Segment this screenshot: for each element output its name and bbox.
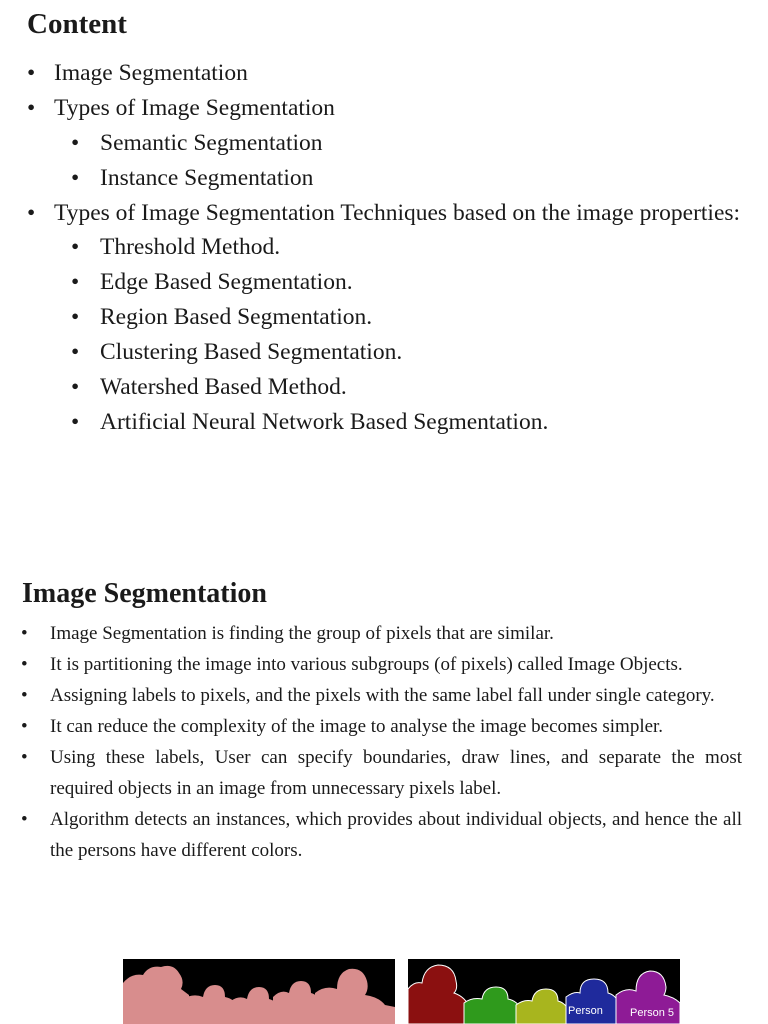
bullet-instances: • Algorithm detects an instances, which provides about individual objects, and hence the all the persons have different colors. (0, 804, 768, 866)
image-segmentation-list (0, 618, 768, 866)
instance-person-4 (566, 979, 620, 1024)
content-subitem-clustering: • Clustering Based Segmentation. (0, 335, 768, 370)
semantic-segmentation-image (123, 959, 395, 1024)
content-subitem-region: • Region Based Segmentation. (0, 300, 768, 335)
content-subitem-watershed: • Watershed Based Method. (0, 370, 768, 405)
instance-person-3 (516, 989, 570, 1024)
bullet-definition: • Image Segmentation is finding the group of pixels that are similar. (0, 618, 768, 649)
instance-label-person-5: Person 5 (630, 1007, 675, 1019)
bullet-boundaries: • Using these labels, User can specify boundaries, draw lines, and separate the most required objects in an image from unnecessary pixels label. (0, 742, 768, 804)
content-list (0, 56, 768, 440)
content-subitem-ann: • Artificial Neural Network Based Segmentation. (0, 405, 768, 440)
instance-segmentation-image (408, 959, 680, 1024)
content-subitem-threshold: • Threshold Method. (0, 230, 768, 265)
semantic-person-shapes (123, 966, 395, 1024)
instance-person-1 (408, 965, 470, 1024)
bullet-labels: • Assigning labels to pixels, and the pixels with the same label fall under single category. (0, 680, 768, 711)
content-subitem-semantic: • Semantic Segmentation (0, 126, 768, 161)
bullet-complexity: • It can reduce the complexity of the image to analyse the image becomes simpler. (0, 711, 768, 742)
instance-person-2 (464, 987, 522, 1024)
content-heading: Content (27, 8, 127, 40)
content-subitem-edge: • Edge Based Segmentation. (0, 265, 768, 300)
content-subitem-instance: • Instance Segmentation (0, 161, 768, 196)
content-item-image-segmentation: • Image Segmentation (0, 56, 768, 91)
bullet-partitioning: • It is partitioning the image into various subgroups (of pixels) called Image Objects. (0, 649, 768, 680)
content-item-techniques: • Types of Image Segmentation Techniques based on the image properties: (0, 196, 768, 230)
image-segmentation-heading: Image Segmentation (22, 578, 267, 609)
content-item-types: • Types of Image Segmentation (0, 91, 768, 126)
instance-label-person: Person (568, 1005, 603, 1017)
